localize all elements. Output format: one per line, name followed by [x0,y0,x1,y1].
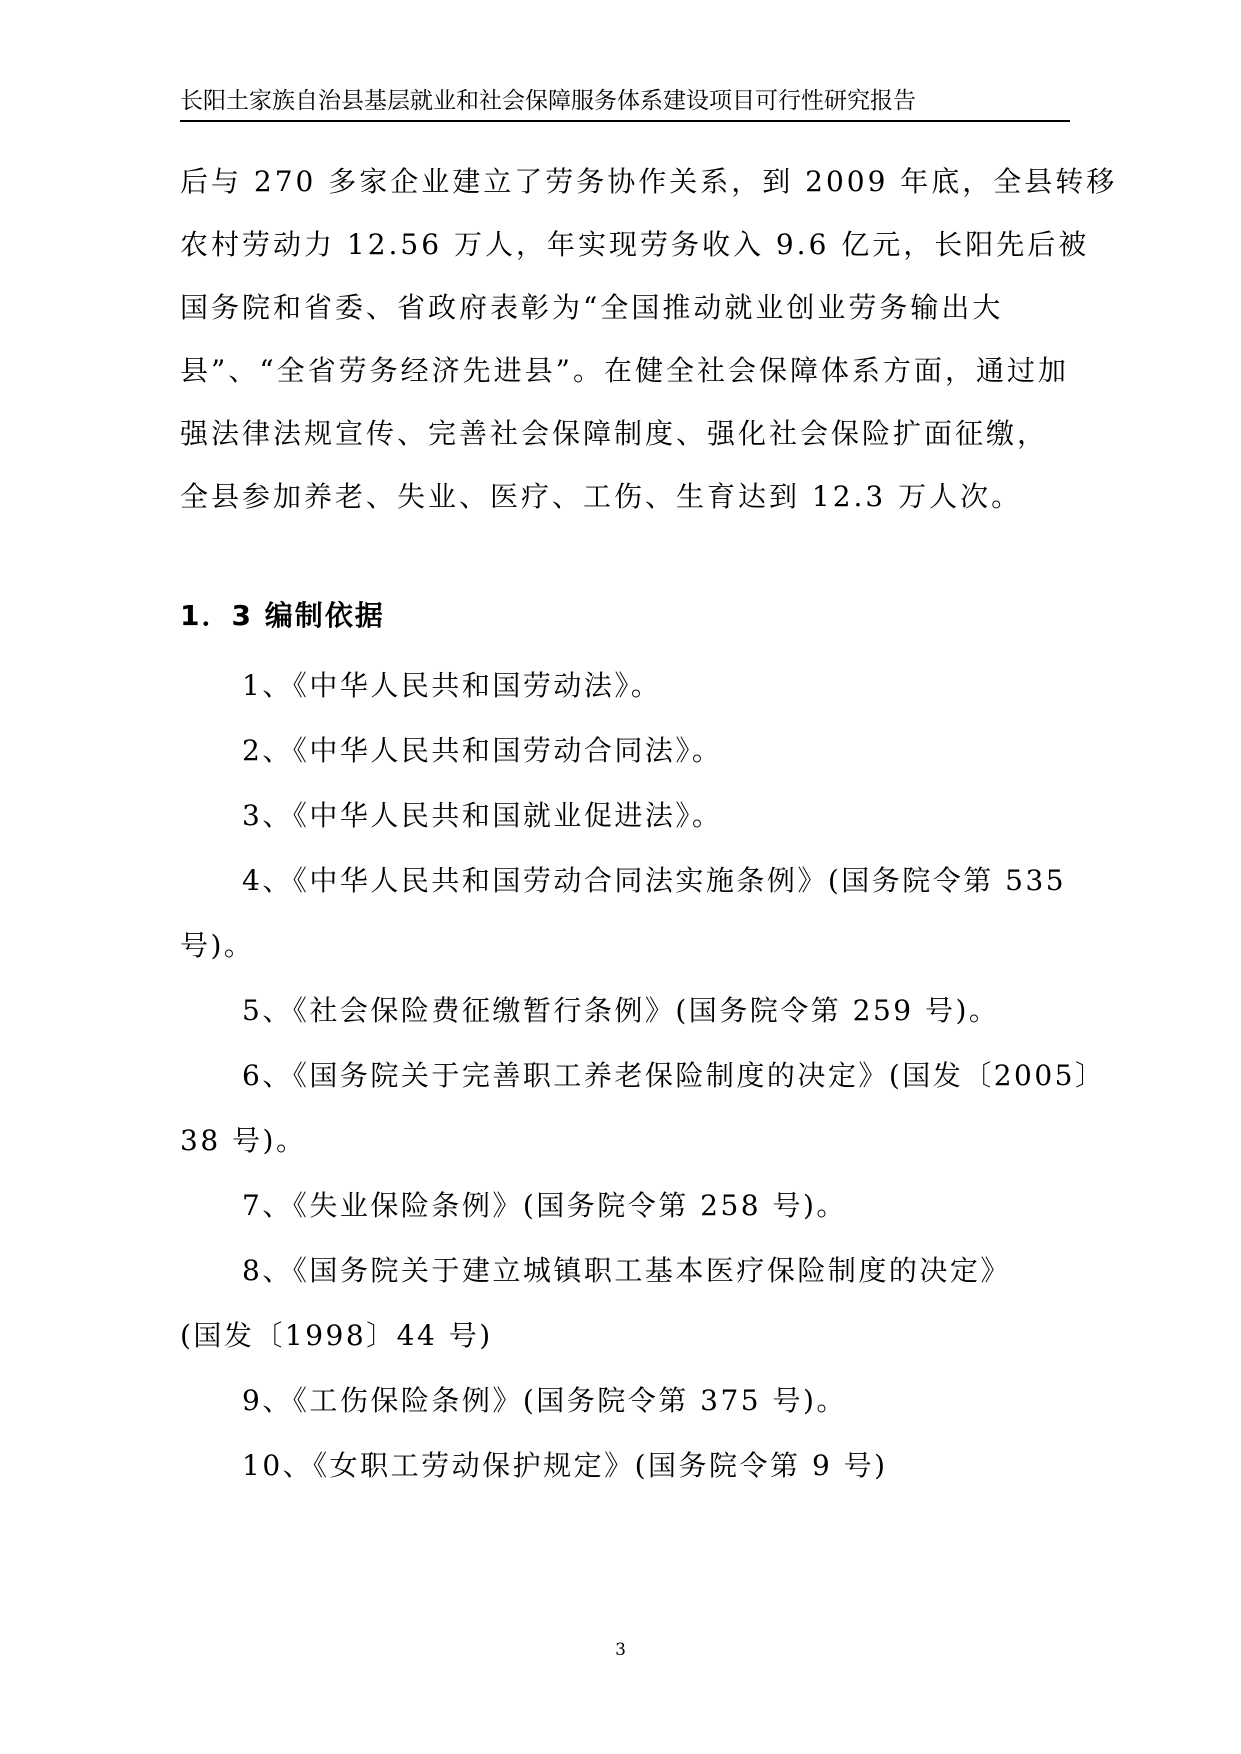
reference-item: 10、《女职工劳动保护规定》(国务院令第 9 号) [242,1449,888,1482]
reference-item: 2、《中华人民共和国劳动合同法》。 [242,734,723,767]
reference-item: 8、《国务院关于建立城镇职工基本医疗保险制度的决定》 [242,1254,1011,1287]
header-divider [180,120,1070,122]
paragraph-line: 全县参加养老、失业、医疗、工伤、生育达到 12.3 万人次。 [180,480,1023,513]
reference-item: 1、《中华人民共和国劳动法》。 [242,669,662,702]
reference-item: 7、《失业保险条例》(国务院令第 258 号)。 [242,1189,847,1222]
intro-paragraph [180,150,1118,528]
reference-list [180,653,1106,1498]
reference-item: 4、《中华人民共和国劳动合同法实施条例》(国务院令第 535 [242,864,1067,897]
paragraph-line: 国务院和省委、省政府表彰为“全国推动就业创业劳务输出大 [180,291,1004,324]
reference-item: 3、《中华人民共和国就业促进法》。 [242,799,723,832]
paragraph-line: 农村劳动力 12.56 万人，年实现劳务收入 9.6 亿元，长阳先后被 [180,228,1090,261]
paragraph-line: 后与 270 多家企业建立了劳务协作关系，到 2009 年底，全县转移 [180,165,1118,198]
reference-item: 5、《社会保险费征缴暂行条例》(国务院令第 259 号)。 [242,994,1000,1027]
reference-item-continuation: 号)。 [180,929,255,962]
reference-item-continuation: 38 号)。 [180,1124,307,1157]
reference-item-continuation: (国发〔1998〕44 号) [180,1319,493,1352]
paragraph-line: 强法律法规宣传、完善社会保障制度、强化社会保险扩面征缴， [180,417,1049,450]
reference-item: 6、《国务院关于完善职工养老保险制度的决定》(国发〔2005〕 [242,1059,1106,1092]
reference-item: 9、《工伤保险条例》(国务院令第 375 号)。 [242,1384,847,1417]
page-number: 3 [615,1640,626,1660]
section-heading: 1．3 编制依据 [180,599,385,632]
paragraph-line: 县”、“全省劳务经济先进县”。在健全社会保障体系方面，通过加 [180,354,1069,387]
running-header: 长阳土家族自治县基层就业和社会保障服务体系建设项目可行性研究报告 [180,88,916,114]
